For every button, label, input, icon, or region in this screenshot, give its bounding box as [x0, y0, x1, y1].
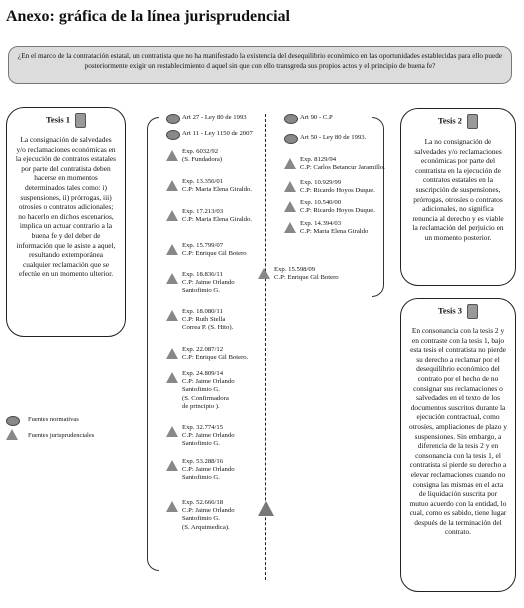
left-item-label: Exp. 15.799/07 C.P: Enrique Gil Botero [182, 242, 247, 258]
triangle-icon [284, 158, 296, 169]
left-item-label: Exp. 52.666/18 C.P: Jaime Orlando Santofimio G. (S. Arquimedica). [182, 499, 235, 531]
triangle-icon [166, 273, 178, 284]
thesis-1-text: La consignación de salvedades y/o reclamaciones económicas en la ejecución de contratos estatales por parte del contratista deben hacerse en momentos determinados tales como: i) suspensiones, ii) prórrogas, iii) otrosíes o contratos adicionales; no hacerlo en dichos escenarios, implica un actuar contrario a la buena fe y del deber de información que le asiste a aquel, resultando extemporánea cualquier reclamación que se efectúe en un momento ulterior. [15, 135, 117, 279]
legend-normative-label: Fuentes normativas [28, 416, 79, 423]
oval-icon [166, 114, 180, 124]
triangle-icon [166, 426, 178, 437]
thesis-2-box [400, 108, 516, 286]
triangle-icon [166, 210, 178, 221]
right-item-label: Art 50 - Ley 80 de 1993. [300, 134, 367, 141]
triangle-icon [166, 501, 178, 512]
triangle-icon [166, 180, 178, 191]
left-item-label: Exp. 22.087/12 C.P: Enrique Gil Botero. [182, 346, 249, 362]
triangle-icon [166, 310, 178, 321]
triangle-icon [166, 348, 178, 359]
triangle-icon [166, 372, 178, 383]
thesis-2-header [401, 114, 515, 129]
left-bracket [147, 117, 159, 571]
thesis-marker-icon [75, 113, 86, 128]
thesis-2-text: La no consignación de salvedades y/o reclamaciones económicas por parte del contratista en la ejecución de contratos estatales en la suscripción de suspensiones, prórrogas, otrosíes o contratos adicionales, no significa renuncia al derecho y es viable la reclamación del perjuicio en un momento posterior. [412, 137, 504, 242]
left-item-label: Art 11 - Ley 1150 de 2007 [182, 130, 253, 137]
oval-icon [166, 130, 180, 140]
left-item-label: Exp. 17.213/03 C.P: Maria Elena Giraldo. [182, 208, 253, 224]
thesis-3-text: En consonancia con la tesis 2 y en contraste con la tesis 1, bajo esta tesis el contratista no pierde su derecho a reclamar por el desequilibrio económico del contrato por el hecho de no consignar sus reclamaciones o salvedades en el texto de los documentos suscritos durante la ejecución contractual, como otrosíes, ampliaciones de plazo y suspensiones. Sin embargo, a diferencia de la tesis 2 y en consonancia con la tesis 1, el contratista sí pierde su derecho a elevar reclamaciones cuando no consigna las mismas en el acta de liquidación suscrita por mutuo acuerdo con la entidad, lo cual, como es sabido, tiene lugar después de la terminación del contrato. [409, 326, 507, 537]
triangle-icon [258, 268, 270, 279]
triangle-icon [166, 150, 178, 161]
triangle-icon [166, 460, 178, 471]
legend-jurisprudential [18, 432, 94, 439]
right-item-label: Exp. 14.394/03 C.P: Maria Elena Giraldo [300, 220, 369, 236]
thesis-3-header [401, 304, 515, 319]
triangle-icon [166, 244, 178, 255]
axis-end-triangle-icon [258, 501, 274, 516]
left-item-label: Exp. 53.288/16 C.P: Jaime Orlando Santofimio G. [182, 458, 235, 482]
oval-icon [284, 134, 298, 144]
triangle-icon [284, 181, 296, 192]
thesis-1-box [6, 107, 126, 337]
thesis-1-header [7, 113, 125, 128]
thesis-1-label: Tesis 1 [45, 114, 70, 125]
triangle-icon [284, 201, 296, 212]
oval-icon [284, 114, 298, 124]
page-title: Anexo: gráfica de la línea jurisprudencial [6, 8, 290, 25]
right-item-label: Exp. 10.540/00 C.P: Ricardo Hoyos Duque. [300, 199, 375, 215]
left-item-label: Exp. 24.809/14 C.P: Jaime Orlando Santofimio G. (S. Confirmadora de principio ). [182, 370, 235, 410]
right-item-label: Exp. 10.929/99 C.P: Ricardo Hoyos Duque. [300, 179, 375, 195]
oval-legend-icon [6, 416, 20, 426]
right-item-label: Exp. 8129/94 C.P: Carlos Betancur Jaramillo. [300, 156, 385, 172]
triangle-legend-icon [6, 429, 18, 440]
thesis-marker-icon [467, 114, 478, 129]
research-question: ¿En el marco de la contratación estatal, un contratista que no ha manifestado la existencia del desequilibrio económico en las oportunidades establecidas para ello puede posteriormente exigir un restablecimiento d aquel sin que con ello transgreda sus propios actos y el principio de buena fe? [8, 46, 512, 84]
triangle-icon [284, 222, 296, 233]
legend-normative [18, 416, 79, 423]
left-item-label: Exp. 32.774/15 C.P: Jaime Orlando Santofimio G. [182, 424, 235, 448]
thesis-3-box [400, 298, 516, 592]
left-item-label: Exp. 18.080/11 C.P: Ruth Stella Correa P. (S. Hito). [182, 308, 234, 332]
thesis-marker-icon [467, 304, 478, 319]
left-item-label: Exp. 18.836/11 C.P: Jaime Orlando Santofimio G. [182, 271, 235, 295]
thesis-3-label: Tesis 3 [437, 305, 462, 316]
left-item-label: Exp. 6032/92 (S. Fundadora) [182, 148, 223, 164]
right-item-label: Art 90 - C.P [300, 114, 333, 121]
legend-jurisprudential-label: Fuentes jurisprudenciales [28, 432, 95, 439]
left-item-label: Art 27 - Ley 80 de 1993 [182, 114, 247, 121]
left-item-label: Exp. 13.356/01 C.P: Maria Elena Giraldo. [182, 178, 253, 194]
center-item-label: Exp. 15.598/09 C.P: Enrique Gil Botero [274, 266, 339, 282]
thesis-2-label: Tesis 2 [437, 115, 462, 126]
